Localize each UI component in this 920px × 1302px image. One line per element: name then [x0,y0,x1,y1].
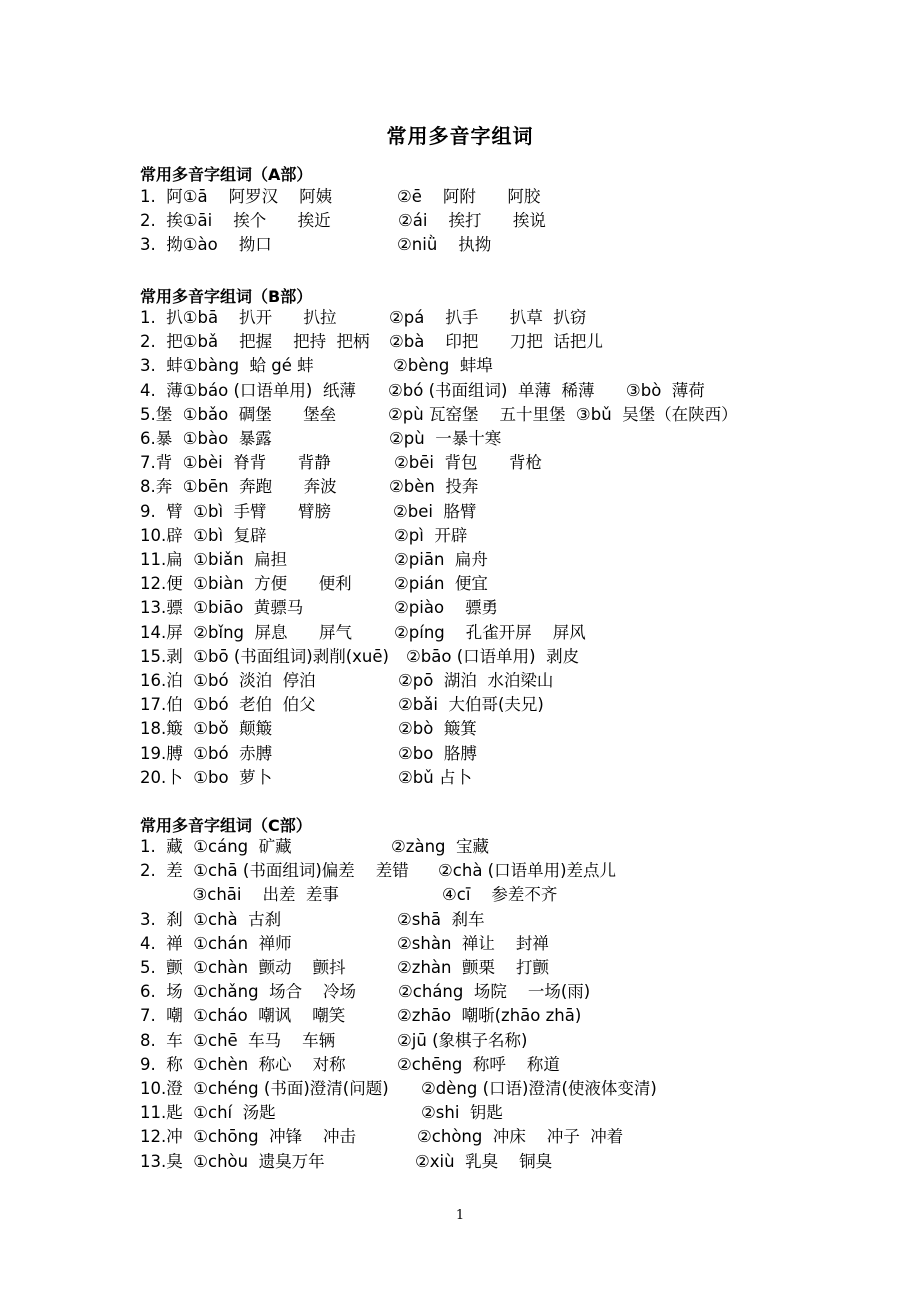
entry-secondary-reading: ②pō 湖泊 水泊梁山 [398,671,554,690]
entry-secondary-reading: ②pù 一暴十寒 [389,429,502,448]
entry-primary-reading: 18.簸 ①bǒ 颠簸 [140,719,273,739]
entry-primary-reading: 4. 禅 ①chán 禅师 [140,933,292,953]
entry-primary-reading: 10.澄 ①chéng (书面)澄清(问题) [140,1079,389,1098]
entry-primary-reading: 7. 嘲 ①cháo 嘲讽 嘲笑 [140,1006,346,1026]
entry-primary-reading: 8. 车 ①chē 车马 车辆 [140,1030,336,1050]
entry-primary-reading: 5. 颤 ①chàn 颤动 颤抖 [140,958,346,977]
entry-secondary-reading: ②bò 簸箕 [398,719,477,739]
entry-primary-reading: 4. 薄①báo (口语单用) 纸薄 [140,380,356,400]
entry-primary-reading: 1. 藏 ①cáng 矿藏 [140,837,292,856]
entry-secondary-reading: ②bēi 背包 背枪 [394,453,542,473]
entry-secondary-reading: ②chēng 称呼 称道 [397,1054,560,1074]
entry-primary-reading: 15.剥 ①bō (书面组词)剥削(xuē) [140,646,389,666]
entry-secondary-reading: ②bǔ 占卜 [398,767,472,787]
entry-primary-reading: 13.臭 ①chòu 遗臭万年 [140,1151,325,1171]
entry-primary-reading: 6.暴 ①bào 暴露 [140,429,272,448]
entry-secondary-reading: ②zhāo 嘲哳(zhāo zhā) [397,1006,582,1026]
entry-secondary-reading: ②píng 孔雀开屏 屏风 [394,622,586,642]
entry-secondary-reading: ②zàng 宝藏 [391,837,489,856]
entry-primary-reading: 7.背 ①bèi 脊背 背静 [140,453,331,473]
entry-secondary-reading: ②chòng 冲床 冲子 冲着 [417,1127,624,1147]
entry-secondary-reading: ②bei 胳臂 [393,501,477,521]
entry-primary-reading: 5.堡 ①bǎo 碉堡 堡垒 [140,404,337,424]
entry-secondary-reading: ②shā 刹车 [397,909,485,929]
entry-primary-reading: 9. 臂 ①bì 手臂 臂膀 [140,501,332,521]
entry-primary-reading: ③chāi 出差 差事 [140,885,339,905]
entry-primary-reading: 19.膊 ①bó 赤膊 [140,743,273,763]
entry-secondary-reading: ②pián 便宜 [394,574,488,594]
entry-secondary-reading: ②piào 骠勇 [394,598,499,618]
entry-primary-reading: 1. 扒①bā 扒开 扒拉 [140,308,337,327]
entry-secondary-reading: ②chà (口语单用)差点儿 [438,861,617,881]
entry-primary-reading: 3. 刹 ①chà 古刹 [140,909,282,929]
section-heading-a: 常用多音字组词（A部） [140,165,313,184]
entry-primary-reading: 16.泊 ①bó 淡泊 停泊 [140,671,316,690]
entry-secondary-reading: ②cháng 场院 一场(雨) [398,982,591,1002]
entry-primary-reading: 8.奔 ①bēn 奔跑 奔波 [140,477,337,497]
entry-primary-reading: 17.伯 ①bó 老伯 伯父 [140,695,316,715]
entry-primary-reading: 11.扁 ①biǎn 扁担 [140,550,288,569]
entry-primary-reading: 12.冲 ①chōng 冲锋 冲击 [140,1127,357,1147]
entry-secondary-reading: ②bèn 投奔 [389,477,479,497]
entry-secondary-reading: ②shàn 禅让 封禅 [397,933,549,953]
entry-secondary-reading: ②pù 瓦窑堡 五十里堡 ③bǔ 吴堡（在陕西） [388,404,738,424]
section-heading-c: 常用多音字组词（C部） [140,816,312,835]
entry-secondary-reading: ②pá 扒手 扒草 扒窃 [389,308,587,327]
entry-secondary-reading: ②bāo (口语单用) 剥皮 [406,646,580,666]
entry-secondary-reading: ②ái 挨打 挨说 [398,211,546,231]
entry-primary-reading: 2. 差 ①chā (书面组词)偏差 差错 [140,861,409,881]
entry-secondary-reading: ②ē 阿附 阿胶 [397,187,541,206]
entry-primary-reading: 13.骠 ①biāo 黄骠马 [140,598,304,618]
section-heading-b: 常用多音字组词（B部） [140,287,313,306]
entry-secondary-reading: ②piān 扁舟 [394,550,488,569]
entry-secondary-reading: ②bo 胳膊 [398,743,477,763]
entry-primary-reading: 20.卜 ①bo 萝卜 [140,767,273,787]
entry-secondary-reading: ②bǎi 大伯哥(夫兄) [398,695,544,715]
entry-secondary-reading: ②bèng 蚌埠 [393,356,493,376]
entry-primary-reading: 9. 称 ①chèn 称心 对称 [140,1054,346,1074]
entry-secondary-reading: ②pì 开辟 [394,525,468,545]
entry-secondary-reading: ②bó (书面组词) 单薄 稀薄 ③bò 薄荷 [388,380,705,400]
entry-primary-reading: 2. 把①bǎ 把握 把持 把柄 [140,332,370,352]
page-number: 1 [455,1208,465,1223]
entry-primary-reading: 14.屏 ②bǐng 屏息 屏气 [140,622,352,642]
entry-secondary-reading: ②jū (象棋子名称) [397,1030,528,1050]
entry-secondary-reading: ②dèng (口语)澄清(使液体变清) [421,1079,657,1098]
entry-secondary-reading: ②bà 印把 刀把 话把儿 [389,332,603,352]
entry-secondary-reading: ②xiù 乳臭 铜臭 [415,1151,553,1171]
entry-secondary-reading: ②niǜ 执拗 [397,235,492,255]
entry-primary-reading: 3. 蚌①bàng 蛤 gé 蚌 [140,356,314,376]
entry-primary-reading: 1. 阿①ā 阿罗汉 阿姨 [140,187,333,206]
entry-secondary-reading: ④cī 参差不齐 [442,885,558,905]
entry-primary-reading: 10.辟 ①bì 复辟 [140,525,267,545]
page-title: 常用多音字组词 [386,124,534,148]
entry-secondary-reading: ②shi 钥匙 [421,1103,503,1123]
entry-primary-reading: 2. 挨①āi 挨个 挨近 [140,211,331,231]
entry-primary-reading: 12.便 ①biàn 方便 便利 [140,574,352,594]
entry-primary-reading: 11.匙 ①chí 汤匙 [140,1103,276,1123]
entry-secondary-reading: ②zhàn 颤栗 打颤 [397,958,549,977]
entry-primary-reading: 6. 场 ①chǎng 场合 冷场 [140,982,357,1002]
entry-primary-reading: 3. 拗①ào 拗口 [140,235,272,255]
